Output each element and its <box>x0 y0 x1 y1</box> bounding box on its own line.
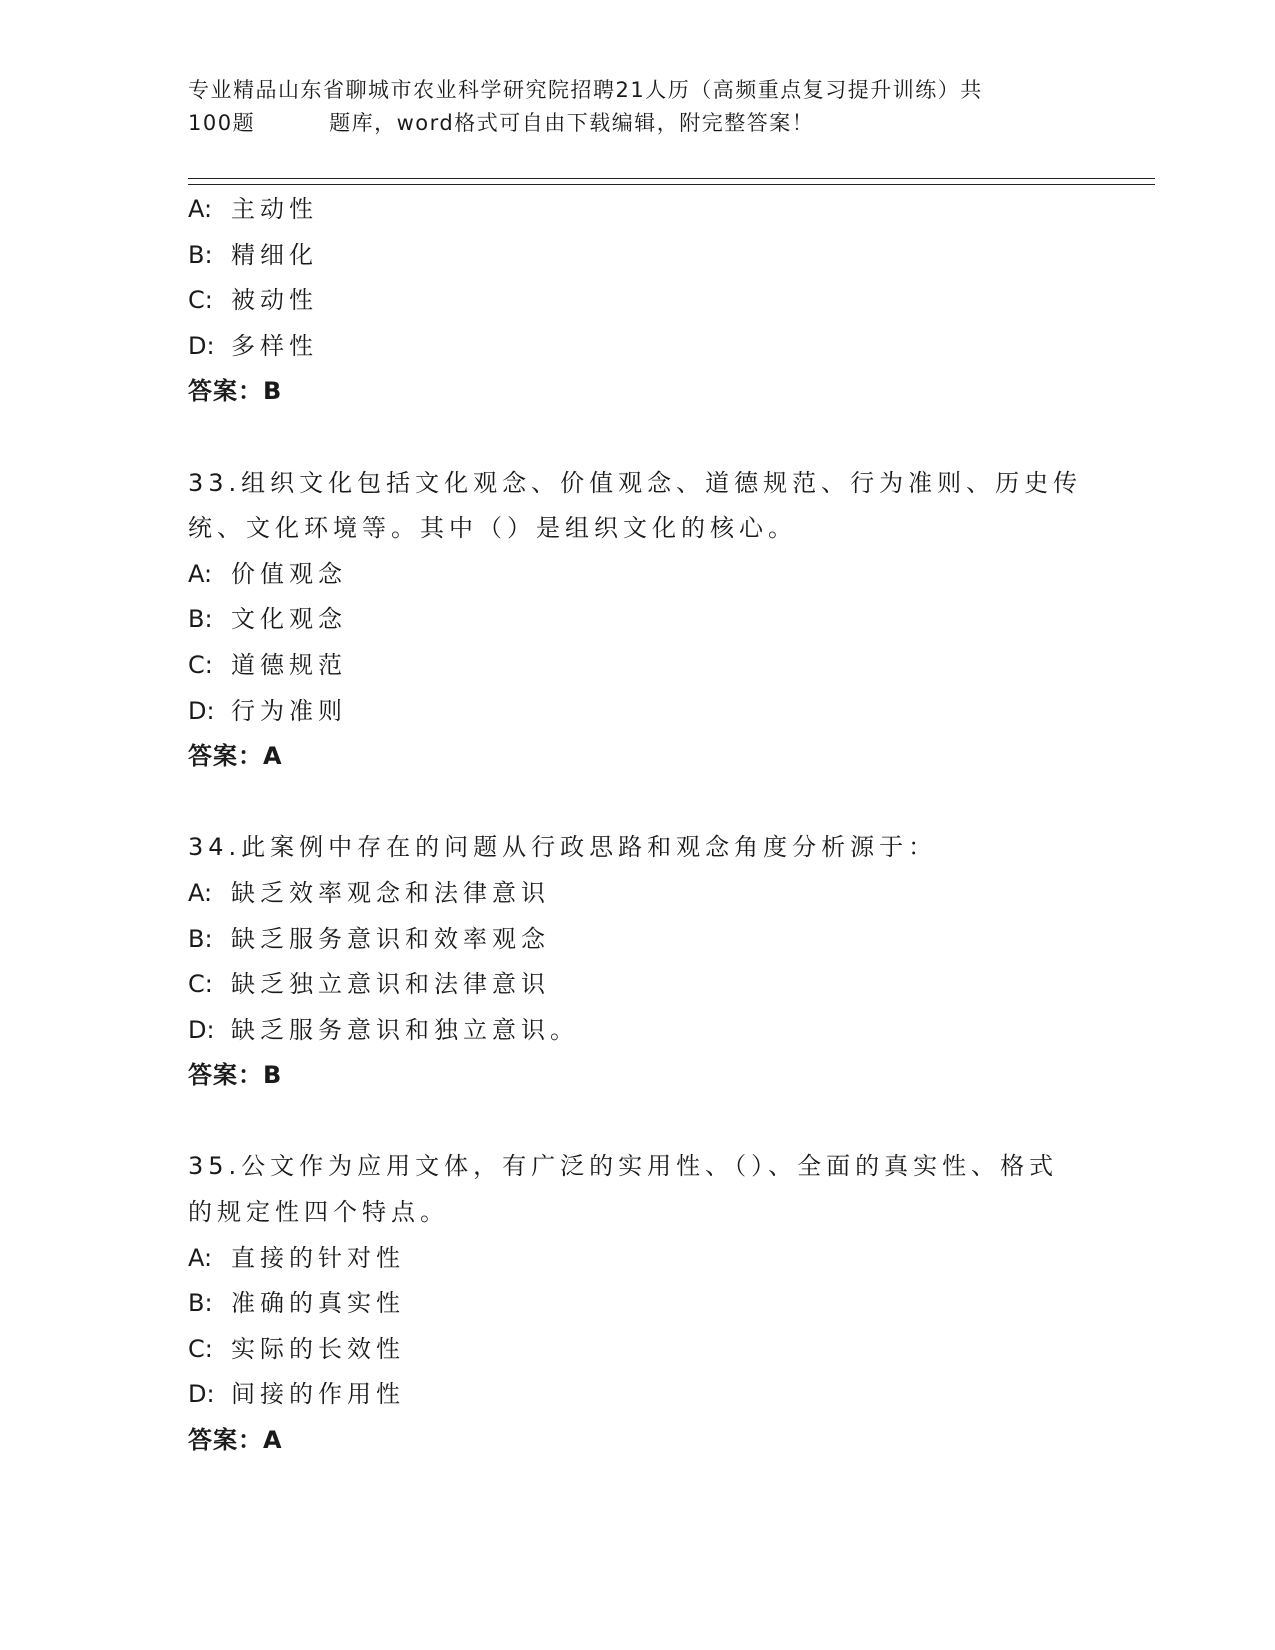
option-text: 直接的针对性 <box>231 1243 405 1272</box>
header-count: 100题 <box>188 111 256 135</box>
question-text: 35.公文作为应用文体，有广泛的实用性、（）、全面的真实性、格式 <box>188 1152 1059 1181</box>
option-letter: A: <box>188 878 213 907</box>
option-letter: C: <box>188 1334 213 1363</box>
option-text: 精细化 <box>231 240 318 269</box>
option-a <box>188 871 1088 917</box>
option-b <box>188 233 1088 279</box>
header-title-line2 <box>188 107 1088 140</box>
option-letter: A: <box>188 559 213 588</box>
option-text: 道德规范 <box>231 650 347 679</box>
option-letter: C: <box>188 970 213 999</box>
option-a <box>188 1236 1088 1282</box>
option-d <box>188 1008 1088 1054</box>
document-header <box>188 74 1088 140</box>
option-text: 间接的作用性 <box>231 1380 405 1409</box>
header-title-line1: 专业精品山东省聊城市农业科学研究院招聘21人历（高频重点复习提升训练）共 <box>188 78 983 102</box>
header-description: 题库，word格式可自由下载编辑，附完整答案！ <box>329 111 815 135</box>
header-divider-bottom <box>188 184 1155 185</box>
option-a <box>188 552 1088 598</box>
option-letter: B: <box>188 1289 213 1318</box>
option-text: 文化观念 <box>231 605 347 634</box>
question-block-33 <box>188 461 1088 780</box>
option-text: 主动性 <box>231 195 318 223</box>
question-block-34 <box>188 825 1088 1099</box>
header-divider-top <box>188 178 1155 179</box>
option-text: 缺乏服务意识和独立意识。 <box>231 1015 579 1044</box>
answer-line: 答案：A <box>188 1426 283 1455</box>
answer-line: 答案：B <box>188 1061 283 1090</box>
option-d <box>188 689 1088 735</box>
option-letter: B: <box>188 924 213 953</box>
option-text: 行为准则 <box>231 696 347 725</box>
option-letter: C: <box>188 650 213 679</box>
option-text: 价值观念 <box>231 559 347 588</box>
option-letter: D: <box>188 1015 215 1044</box>
option-letter: C: <box>188 286 213 315</box>
option-text: 准确的真实性 <box>231 1289 405 1318</box>
option-text: 多样性 <box>231 331 318 360</box>
question-text: 34.此案例中存在的问题从行政思路和观念角度分析源于： <box>188 833 938 862</box>
option-text: 缺乏独立意识和法律意识 <box>231 970 550 999</box>
question-text-cont: 的规定性四个特点。 <box>188 1198 449 1227</box>
option-text: 缺乏效率观念和法律意识 <box>231 878 550 907</box>
question-block-prev <box>188 187 1088 415</box>
option-letter: B: <box>188 605 213 634</box>
option-text: 缺乏服务意识和效率观念 <box>231 924 550 953</box>
option-letter: D: <box>188 331 215 360</box>
option-d <box>188 324 1088 370</box>
option-d <box>188 1372 1088 1418</box>
option-letter: D: <box>188 1380 215 1409</box>
option-b <box>188 917 1088 963</box>
option-c <box>188 643 1088 689</box>
option-c <box>188 1327 1088 1373</box>
option-letter: D: <box>188 696 215 725</box>
answer-line: 答案：B <box>188 377 283 406</box>
question-text: 33.组织文化包括文化观念、价值观念、道德规范、行为准则、历史传 <box>188 468 1083 497</box>
option-c <box>188 962 1088 1008</box>
option-a <box>188 187 1088 233</box>
option-b <box>188 597 1088 643</box>
question-list <box>188 187 1088 1464</box>
option-b <box>188 1281 1088 1327</box>
question-text-cont: 统、文化环境等。其中（）是组织文化的核心。 <box>188 514 797 543</box>
answer-line: 答案：A <box>188 742 283 771</box>
option-letter: A: <box>188 1243 213 1272</box>
option-text: 被动性 <box>231 286 318 315</box>
option-letter: A: <box>188 195 213 223</box>
question-block-35 <box>188 1144 1088 1463</box>
option-letter: B: <box>188 240 213 269</box>
option-text: 实际的长效性 <box>231 1334 405 1363</box>
option-c <box>188 278 1088 324</box>
